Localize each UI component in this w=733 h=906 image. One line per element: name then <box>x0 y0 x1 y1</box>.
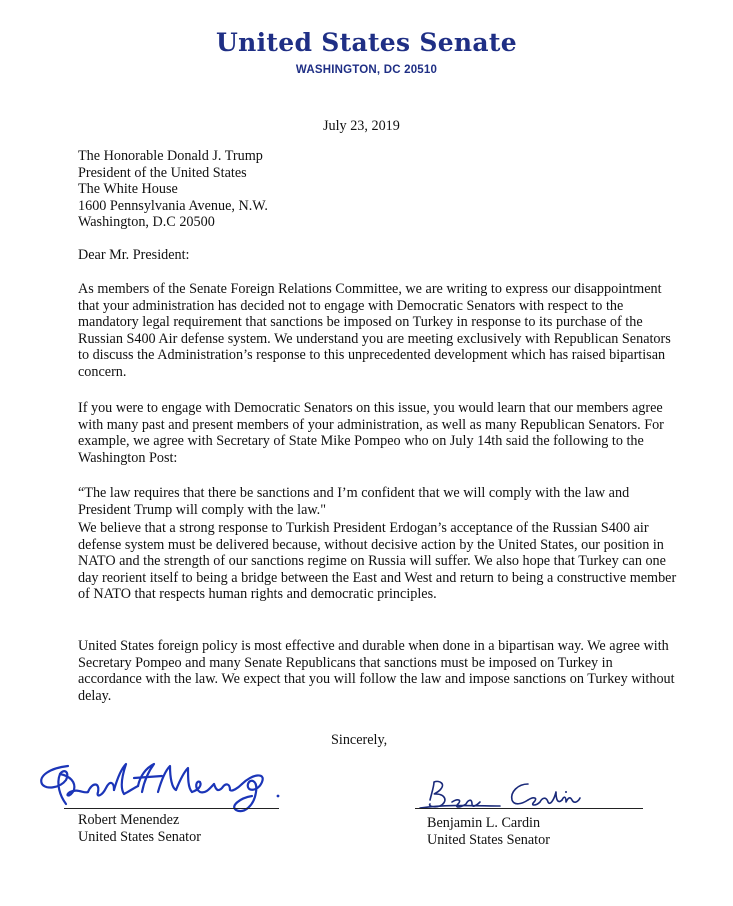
recipient-line: Washington, D.C 20500 <box>78 214 215 231</box>
signatory-name: Robert Menendez <box>78 812 180 828</box>
closing: Sincerely, <box>331 732 388 748</box>
recipient-line: The White House <box>78 181 178 198</box>
body-paragraph: United States foreign policy is most effective and durable when done in a bipartisan way. We agree with Secretary Pompeo and many Senate Republicans that sanctions must be imposed on Turkey in accordance with the law. We expect that you will follow the law and impose sanctions on Turkey without delay. <box>78 638 675 704</box>
body-paragraph: We believe that a strong response to Turkish President Erdogan’s acceptance of the Russian S400 air defense system must be delivered because, without decisive action by the United States, our position in NATO and the strength of our sanctions regime on Russia will suffer. We also hope that Turkey can one day reorient itself to being a bridge between the East and West and return to being a constructive member of NATO that respects human rights and democratic principles. <box>78 520 677 603</box>
body-paragraph: If you were to engage with Democratic Senators on this issue, you would learn that our members agree with many past and present members of your administration, as well as many Republican Senators. For example, we agree with Secretary of State Mike Pompeo who on July 14th said the following to the Washington Post: <box>78 400 664 466</box>
body-paragraph: As members of the Senate Foreign Relations Committee, we are writing to express our disappointment that your administration has decided not to engage with Democratic Senators with respect to the mandatory legal requirement that sanctions be imposed on Turkey in response to its purchase of the Russian S400 Air defense system. We understand you are meeting exclusively with Republican Senators to discuss the Administration’s response to this unprecedented development which has raised bipartisan concern. <box>78 281 671 380</box>
recipient-line: 1600 Pennsylvania Avenue, N.W. <box>78 197 268 214</box>
letter-date: July 23, 2019 <box>323 118 400 134</box>
signatory-title: United States Senator <box>427 832 550 848</box>
signature-line <box>64 808 279 809</box>
recipient-line: The Honorable Donald J. Trump <box>78 148 263 164</box>
letterhead-address: WASHINGTON, DC 20510 <box>295 64 438 76</box>
signature-line <box>415 808 643 809</box>
letterhead-title: United States Senate <box>216 28 517 57</box>
quote-paragraph: “The law requires that there be sanctions and I’m confident that we will comply with the law and President Trump will comply with the law." <box>78 485 630 518</box>
recipient-line: President of the United States <box>78 164 247 181</box>
signatory-name: Benjamin L. Cardin <box>427 815 541 831</box>
signatory-title: United States Senator <box>78 829 201 845</box>
signature-cardin <box>410 770 650 820</box>
recipient-address <box>78 148 268 231</box>
salutation: Dear Mr. President: <box>78 247 190 263</box>
